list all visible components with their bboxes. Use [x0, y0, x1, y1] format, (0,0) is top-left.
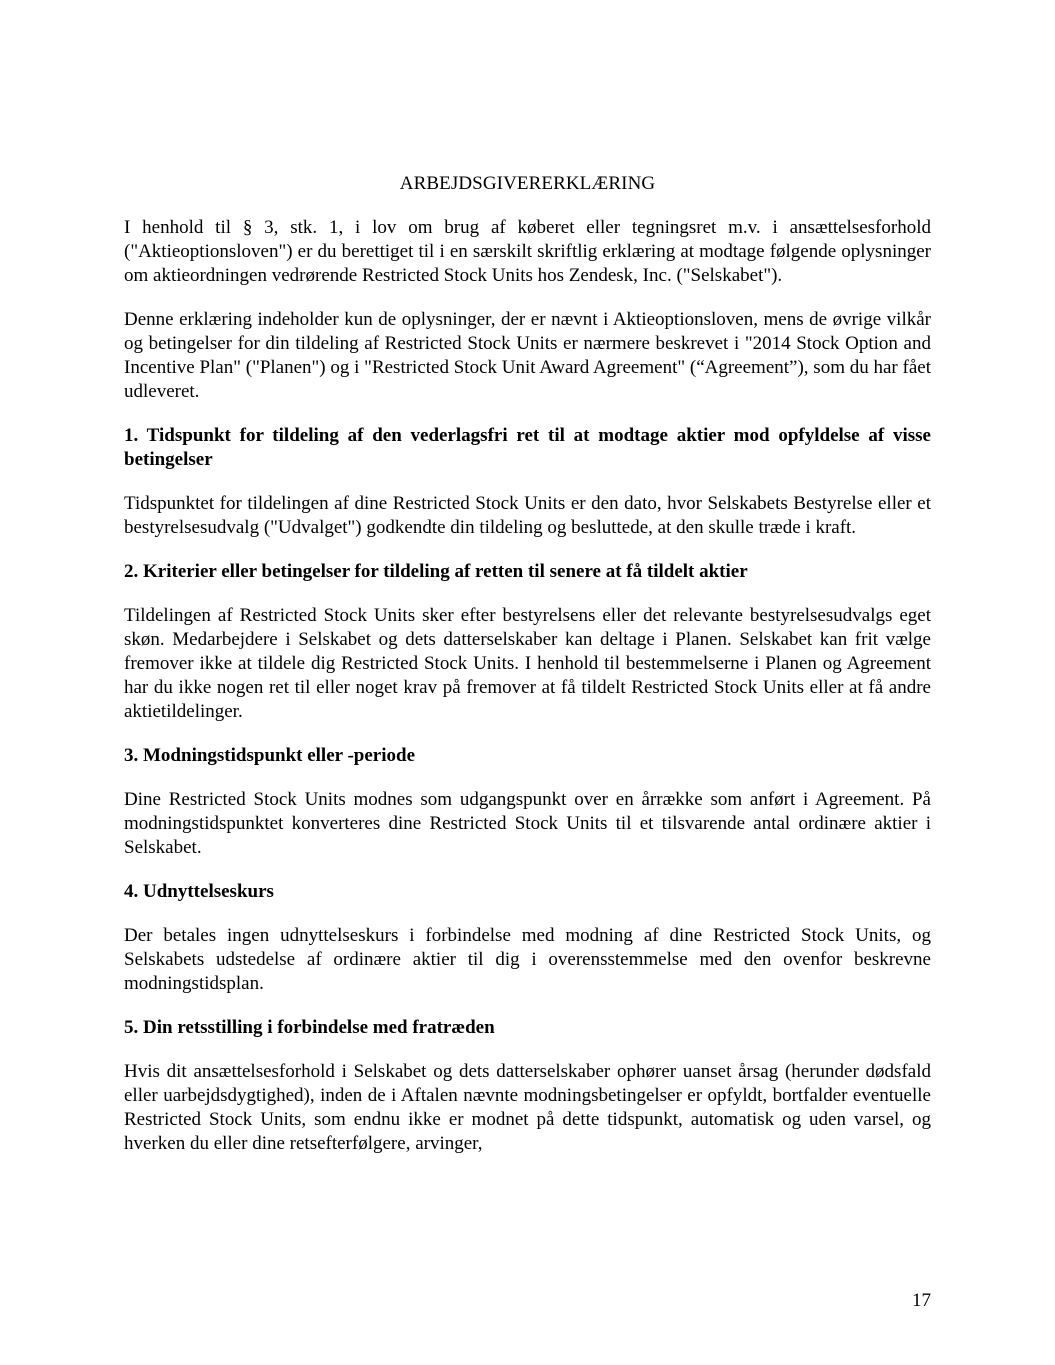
- intro-paragraph-2: Denne erklæring indeholder kun de oplysninger, der er nævnt i Aktieoptionsloven, mens de øvrige vilkår og betingelser for din tildeling af Restricted Stock Units er nærmere beskrevet i "2014 Stock Option and Incentive Plan" ("Planen") og i "Restricted Stock Unit Award Agreement" (“Agreement”), som du har fået udleveret.: [124, 309, 931, 402]
- document-title: ARBEJDSGIVERERKLÆRING: [399, 173, 656, 194]
- section-1-body: Tidspunktet for tildelingen af dine Restricted Stock Units er den dato, hvor Selskabets Bestyrelse eller et bestyrelsesudvalg ("Udvalget") godkendte din tildeling og besluttede, at den skulle træde i kraft.: [124, 493, 931, 538]
- document-page: [124, 172, 931, 1176]
- section-3-body: Dine Restricted Stock Units modnes som udgangspunkt over en årrække som anført i Agreement. På modningstidspunktet konverteres dine Restricted Stock Units til et tilsvarende antal ordinære aktier i Selskabet.: [124, 789, 931, 858]
- page-number: 17: [912, 1290, 931, 1311]
- section-5-body: Hvis dit ansættelsesforhold i Selskabet og dets datterselskaber ophører uanset årsag (herunder dødsfald eller uarbejdsdygtighed), inden de i Aftalen nævnte modningsbetingelser er opfyldt, bortfalder eventuelle Restricted Stock Units, som endnu ikke er modnet på dette tidspunkt, automatisk og uden varsel, og hverken du eller dine retsefterfølgere, arvinger,: [124, 1061, 931, 1154]
- intro-paragraph-1: I henhold til § 3, stk. 1, i lov om brug af køberet eller tegningsret m.v. i ansættelsesforhold ("Aktieoptionsloven") er du berettiget til i en særskilt skriftlig erklæring at modtage følgende oplysninger om aktieordningen vedrørende Restricted Stock Units hos Zendesk, Inc. ("Selskabet").: [124, 217, 931, 286]
- section-4-body: Der betales ingen udnyttelseskurs i forbindelse med modning af dine Restricted Stock Units, og Selskabets udstedelse af ordinære aktier til dig i overensstemmelse med den ovenfor beskrevne modningstidsplan.: [124, 925, 931, 994]
- section-5-heading: 5. Din retsstilling i forbindelse med fratræden: [124, 1017, 495, 1038]
- section-4-heading: 4. Udnyttelseskurs: [124, 881, 274, 902]
- section-1-heading: 1. Tidspunkt for tildeling af den vederlagsfri ret til at modtage aktier mod opfyldelse af visse betingelser: [124, 425, 931, 470]
- section-2-heading: 2. Kriterier eller betingelser for tildeling af retten til senere at få tildelt aktier: [124, 561, 748, 582]
- section-3-heading: 3. Modningstidspunkt eller -periode: [124, 745, 416, 766]
- section-2-body: Tildelingen af Restricted Stock Units sker efter bestyrelsens eller det relevante bestyrelsesudvalgs eget skøn. Medarbejdere i Selskabet og dets datterselskaber kan deltage i Planen. Selskabet kan frit vælge fremover ikke at tildele dig Restricted Stock Units. I henhold til bestemmelserne i Planen og Agreement har du ikke nogen ret til eller noget krav på fremover at få tildelt Restricted Stock Units eller at få andre aktietildelinger.: [124, 605, 931, 722]
